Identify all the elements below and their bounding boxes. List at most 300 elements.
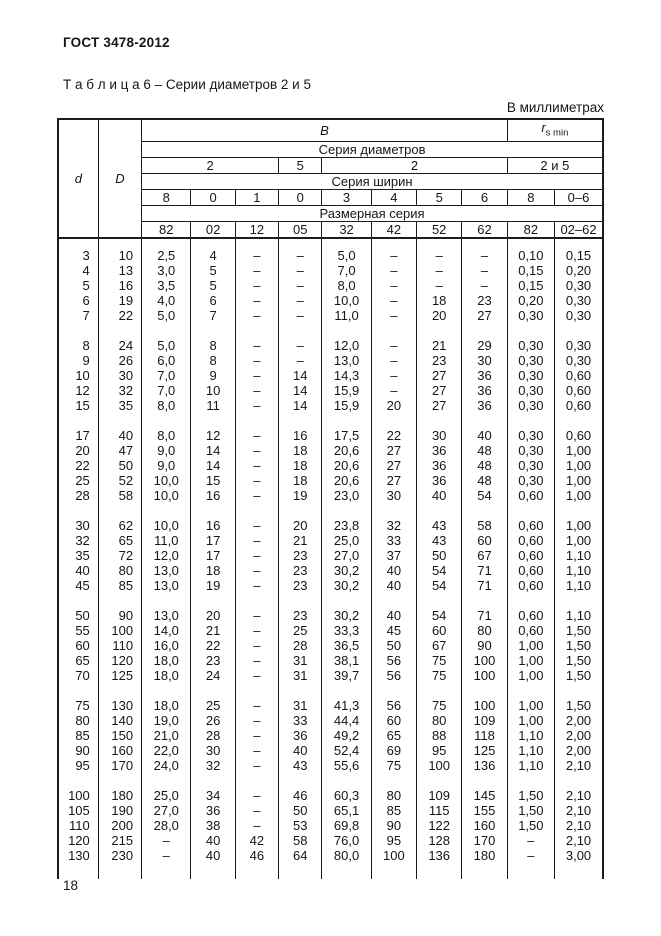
table-cell: 30,2 — [322, 578, 371, 593]
table-cell: 28 — [58, 488, 98, 503]
table-cell: 33,3 — [322, 623, 371, 638]
table-cell: 170 — [98, 758, 141, 773]
table-cell — [417, 503, 462, 518]
table-cell: 2,00 — [555, 743, 603, 758]
table-cell: 0,15 — [507, 278, 554, 293]
table-cell: 7,0 — [142, 383, 191, 398]
table-row — [58, 308, 603, 323]
table-row — [58, 563, 603, 578]
table-cell: 1,00 — [507, 653, 554, 668]
table-cell: 29 — [462, 338, 507, 353]
table-cell: – — [371, 383, 416, 398]
table-cell: – — [417, 263, 462, 278]
table-cell: 60 — [417, 623, 462, 638]
table-cell — [98, 863, 141, 879]
table-cell — [417, 773, 462, 788]
table-cell: 45 — [371, 623, 416, 638]
table-cell — [142, 593, 191, 608]
table-cell: 90 — [371, 818, 416, 833]
width-series-cell: 0–6 — [555, 189, 603, 205]
table-cell: 1,50 — [555, 623, 603, 638]
table-cell — [235, 593, 278, 608]
table-cell: 18 — [279, 443, 322, 458]
table-cell — [555, 413, 603, 428]
table-cell: 25 — [279, 623, 322, 638]
table-cell — [58, 863, 98, 879]
table-cell — [371, 863, 416, 879]
table-cell: 18 — [417, 293, 462, 308]
table-cell: – — [235, 443, 278, 458]
table-cell: 1,50 — [555, 638, 603, 653]
table-cell — [555, 503, 603, 518]
table-cell: 15,9 — [322, 398, 371, 413]
table-cell: 52,4 — [322, 743, 371, 758]
table-cell: 4 — [58, 263, 98, 278]
table-cell: 5 — [191, 263, 235, 278]
table-cell: – — [235, 533, 278, 548]
table-cell: 140 — [98, 713, 141, 728]
table-cell: 10 — [58, 368, 98, 383]
table-cell — [322, 773, 371, 788]
table-cell: 48 — [462, 443, 507, 458]
table-cell: 0,60 — [555, 383, 603, 398]
table-cell: 10 — [98, 248, 141, 263]
table-cell: – — [235, 608, 278, 623]
table-cell: – — [235, 803, 278, 818]
table-cell: 10 — [191, 383, 235, 398]
table-cell: 24 — [191, 668, 235, 683]
table-cell: 75 — [417, 668, 462, 683]
table-body — [58, 238, 603, 879]
table-cell — [555, 323, 603, 338]
table-cell — [417, 593, 462, 608]
table-cell — [142, 683, 191, 698]
table-cell — [371, 413, 416, 428]
table-cell: 35 — [58, 548, 98, 563]
table-cell: 41,3 — [322, 698, 371, 713]
table-cell — [555, 863, 603, 879]
table-cell: 54 — [462, 488, 507, 503]
size-series-cell: 82 — [507, 221, 554, 238]
table-cell — [58, 323, 98, 338]
table-cell: 0,20 — [555, 263, 603, 278]
table-cell: 69,8 — [322, 818, 371, 833]
table-cell: – — [279, 263, 322, 278]
table-cell: 31 — [279, 653, 322, 668]
table-cell: 180 — [98, 788, 141, 803]
header-cell-D: D — [98, 119, 141, 238]
table-header — [58, 119, 603, 238]
table-cell — [279, 773, 322, 788]
table-cell: 2,10 — [555, 818, 603, 833]
table-cell: 28,0 — [142, 818, 191, 833]
table-cell: 27,0 — [322, 548, 371, 563]
table-cell: 28 — [279, 638, 322, 653]
table-cell: 160 — [462, 818, 507, 833]
table-cell: 90 — [58, 743, 98, 758]
table-cell: 0,30 — [507, 308, 554, 323]
table-cell — [98, 593, 141, 608]
table-cell — [322, 863, 371, 879]
table-cell: 1,10 — [507, 758, 554, 773]
table-cell: 40 — [371, 578, 416, 593]
table-cell — [191, 413, 235, 428]
table-cell: 40 — [191, 833, 235, 848]
table-cell: 14 — [279, 383, 322, 398]
table-cell: 40 — [279, 743, 322, 758]
table-cell: 0,30 — [507, 473, 554, 488]
table-cell — [191, 503, 235, 518]
table-cell: 0,15 — [507, 263, 554, 278]
table-cell: 9 — [191, 368, 235, 383]
table-cell: – — [235, 473, 278, 488]
table-cell: 2,00 — [555, 728, 603, 743]
table-cell: 36 — [417, 473, 462, 488]
table-cell: 80 — [371, 788, 416, 803]
table-cell: 21 — [279, 533, 322, 548]
table-cell: 24,0 — [142, 758, 191, 773]
table-cell — [322, 238, 371, 248]
table-cell: 118 — [462, 728, 507, 743]
width-series-cell: 5 — [417, 189, 462, 205]
table-row — [58, 758, 603, 773]
table-row — [58, 338, 603, 353]
table-cell: 2,10 — [555, 833, 603, 848]
table-cell: 18,0 — [142, 668, 191, 683]
table-cell: 1,50 — [555, 698, 603, 713]
table-cell: 40 — [58, 563, 98, 578]
table-cell: 3,0 — [142, 263, 191, 278]
table-cell: 71 — [462, 608, 507, 623]
table-cell: 18 — [191, 563, 235, 578]
table-cell: – — [235, 713, 278, 728]
table-cell: – — [371, 353, 416, 368]
table-cell: 20,6 — [322, 443, 371, 458]
table-cell: – — [279, 308, 322, 323]
table-cell — [462, 413, 507, 428]
table-cell: 17 — [191, 548, 235, 563]
table-row — [58, 368, 603, 383]
table-row — [58, 533, 603, 548]
table-cell: 128 — [417, 833, 462, 848]
table-cell: 9,0 — [142, 458, 191, 473]
table-cell: 52 — [98, 473, 141, 488]
table-cell: 0,30 — [555, 353, 603, 368]
table-row — [58, 548, 603, 563]
table-cell — [279, 323, 322, 338]
table-cell: 36 — [191, 803, 235, 818]
table-cell: – — [235, 338, 278, 353]
table-row — [58, 278, 603, 293]
table-cell: 70 — [58, 668, 98, 683]
spacer-row — [58, 503, 603, 518]
table-cell: 14 — [279, 398, 322, 413]
table-row — [58, 608, 603, 623]
table-cell: 50 — [58, 608, 98, 623]
table-cell: 64 — [279, 848, 322, 863]
table-cell: 13 — [98, 263, 141, 278]
table-cell: – — [235, 653, 278, 668]
table-row — [58, 518, 603, 533]
table-cell: 22,0 — [142, 743, 191, 758]
table-cell: 22 — [191, 638, 235, 653]
table-cell: 60 — [371, 713, 416, 728]
table-cell: – — [235, 458, 278, 473]
table-cell: 76,0 — [322, 833, 371, 848]
table-cell: 27 — [417, 383, 462, 398]
table-cell: 40 — [371, 563, 416, 578]
table-row — [58, 248, 603, 263]
table-cell: 109 — [462, 713, 507, 728]
table-cell — [58, 238, 98, 248]
table-cell: 38,1 — [322, 653, 371, 668]
width-series-label: Серия ширин — [142, 173, 603, 189]
table-cell: – — [235, 578, 278, 593]
table-cell — [322, 503, 371, 518]
table-cell: 14 — [279, 368, 322, 383]
table-cell: 40 — [417, 488, 462, 503]
table-cell: 4,0 — [142, 293, 191, 308]
spacer-row — [58, 323, 603, 338]
table-cell: 100 — [417, 758, 462, 773]
table-cell: 26 — [191, 713, 235, 728]
table-cell — [371, 323, 416, 338]
table-cell: 0,30 — [507, 428, 554, 443]
table-cell: 21 — [191, 623, 235, 638]
table-cell: 71 — [462, 578, 507, 593]
table-cell: 109 — [417, 788, 462, 803]
table-cell: 50 — [417, 548, 462, 563]
table-cell: 65 — [371, 728, 416, 743]
table-cell — [555, 238, 603, 248]
table-cell — [462, 683, 507, 698]
table-cell — [462, 773, 507, 788]
header-cell-B: B — [142, 119, 508, 141]
table-cell: 2,10 — [555, 758, 603, 773]
table-cell: 7 — [58, 308, 98, 323]
table-cell: 90 — [462, 638, 507, 653]
table-cell: 56 — [371, 653, 416, 668]
table-cell: – — [507, 833, 554, 848]
size-series-cell: 02 — [191, 221, 235, 238]
table-cell: 40 — [98, 428, 141, 443]
table-cell: 100 — [371, 848, 416, 863]
table-cell: – — [417, 278, 462, 293]
table-cell: 31 — [279, 668, 322, 683]
table-cell: 100 — [462, 668, 507, 683]
table-row — [58, 638, 603, 653]
table-cell — [279, 863, 322, 879]
table-cell: 160 — [98, 743, 141, 758]
table-cell: 0,60 — [507, 533, 554, 548]
table-cell — [507, 863, 554, 879]
table-row — [58, 743, 603, 758]
table-cell: 58 — [279, 833, 322, 848]
table-cell: 1,10 — [507, 728, 554, 743]
table-cell: 16,0 — [142, 638, 191, 653]
table-cell: – — [235, 428, 278, 443]
table-cell: 21,0 — [142, 728, 191, 743]
table-cell: 100 — [462, 698, 507, 713]
table-cell: 65 — [58, 653, 98, 668]
size-series-cell: 05 — [279, 221, 322, 238]
table-cell: 36 — [417, 458, 462, 473]
table-cell: 23 — [191, 653, 235, 668]
table-cell: 75 — [417, 698, 462, 713]
table-cell — [235, 323, 278, 338]
table-row — [58, 383, 603, 398]
table-cell: 0,30 — [507, 458, 554, 473]
table-cell: 1,00 — [507, 713, 554, 728]
table-cell: 50 — [98, 458, 141, 473]
table-cell: 130 — [98, 698, 141, 713]
table-cell: 11 — [191, 398, 235, 413]
table-cell: 5 — [58, 278, 98, 293]
table-cell — [98, 323, 141, 338]
table-cell: – — [507, 848, 554, 863]
table-cell: 0,10 — [507, 248, 554, 263]
table-cell: 58 — [462, 518, 507, 533]
table-cell: – — [417, 248, 462, 263]
table-cell: 1,00 — [507, 638, 554, 653]
table-cell: 24 — [98, 338, 141, 353]
table-cell: 10,0 — [322, 293, 371, 308]
table-cell — [191, 238, 235, 248]
page-number: 18 — [63, 878, 79, 893]
table-cell: 110 — [58, 818, 98, 833]
table-cell: 9,0 — [142, 443, 191, 458]
rsmin-symbol: r — [541, 120, 546, 135]
table-cell — [279, 503, 322, 518]
table-cell: 36,5 — [322, 638, 371, 653]
table-cell: 65,1 — [322, 803, 371, 818]
table-cell: 1,10 — [555, 563, 603, 578]
table-cell: 100 — [462, 653, 507, 668]
table-cell: – — [371, 293, 416, 308]
table-cell — [142, 323, 191, 338]
table-cell: 49,2 — [322, 728, 371, 743]
table-cell: 30 — [417, 428, 462, 443]
table-cell: 40 — [371, 608, 416, 623]
table-cell: 43 — [417, 533, 462, 548]
table-cell: 48 — [462, 458, 507, 473]
table-cell: 25 — [58, 473, 98, 488]
table-cell: – — [235, 758, 278, 773]
table-cell: 1,50 — [555, 668, 603, 683]
table-cell: 31 — [279, 698, 322, 713]
table-cell: 100 — [58, 788, 98, 803]
table-cell: 0,30 — [507, 383, 554, 398]
table-cell: 20,6 — [322, 458, 371, 473]
table-cell: 27 — [371, 473, 416, 488]
table-cell: 12,0 — [322, 338, 371, 353]
table-cell — [322, 413, 371, 428]
size-series-cell: 02–62 — [555, 221, 603, 238]
table-cell: 0,30 — [555, 278, 603, 293]
table-cell: – — [142, 833, 191, 848]
table-cell: 11,0 — [142, 533, 191, 548]
table-cell: – — [142, 848, 191, 863]
table-cell: 27 — [462, 308, 507, 323]
table-cell: – — [371, 308, 416, 323]
rsmin-subscript: s min — [545, 127, 569, 139]
table-cell — [279, 593, 322, 608]
table-cell — [191, 773, 235, 788]
table-cell: – — [235, 518, 278, 533]
table-cell: 20,6 — [322, 473, 371, 488]
table-cell: 12 — [191, 428, 235, 443]
table-row — [58, 788, 603, 803]
table-cell: 22 — [58, 458, 98, 473]
table-cell: 13,0 — [322, 353, 371, 368]
table-cell — [417, 413, 462, 428]
table-cell — [98, 683, 141, 698]
width-series-cell: 3 — [322, 189, 371, 205]
table-cell — [279, 413, 322, 428]
table-cell: 65 — [98, 533, 141, 548]
table-cell: 0,60 — [555, 398, 603, 413]
table-cell: 67 — [462, 548, 507, 563]
table-cell — [58, 773, 98, 788]
width-series-cell: 6 — [462, 189, 507, 205]
table-cell: 18 — [279, 473, 322, 488]
spacer-row — [58, 683, 603, 698]
table-cell: – — [279, 278, 322, 293]
table-cell — [555, 683, 603, 698]
table-cell: 7,0 — [142, 368, 191, 383]
table-cell — [462, 238, 507, 248]
width-series-cell: 8 — [507, 189, 554, 205]
table-cell — [462, 503, 507, 518]
table-cell: 4 — [191, 248, 235, 263]
table-row — [58, 653, 603, 668]
table-cell: 0,60 — [507, 548, 554, 563]
table-cell: 30 — [371, 488, 416, 503]
table-cell: 12 — [58, 383, 98, 398]
table-cell: 30,2 — [322, 608, 371, 623]
table-row — [58, 698, 603, 713]
table-cell: – — [235, 728, 278, 743]
table-cell: 1,00 — [555, 488, 603, 503]
table-cell: 37 — [371, 548, 416, 563]
table-cell: 0,30 — [507, 338, 554, 353]
table-cell — [142, 238, 191, 248]
table-cell: 36 — [462, 368, 507, 383]
table-cell: 15 — [191, 473, 235, 488]
table-cell: 17 — [191, 533, 235, 548]
table-cell — [98, 773, 141, 788]
table-cell: 1,00 — [555, 443, 603, 458]
table-cell — [58, 683, 98, 698]
table-cell: 8,0 — [322, 278, 371, 293]
table-cell: 46 — [235, 848, 278, 863]
table-cell — [462, 323, 507, 338]
table-cell: – — [279, 248, 322, 263]
table-cell — [507, 323, 554, 338]
table-cell — [98, 238, 141, 248]
table-cell — [417, 863, 462, 879]
table-cell: 25,0 — [322, 533, 371, 548]
table-cell: 5,0 — [142, 338, 191, 353]
table-cell: 1,10 — [555, 608, 603, 623]
table-cell: 80 — [462, 623, 507, 638]
table-cell: 23 — [417, 353, 462, 368]
table-cell — [235, 238, 278, 248]
table-cell — [191, 683, 235, 698]
table-cell: 136 — [417, 848, 462, 863]
table-cell: 16 — [279, 428, 322, 443]
size-series-cell: 12 — [235, 221, 278, 238]
